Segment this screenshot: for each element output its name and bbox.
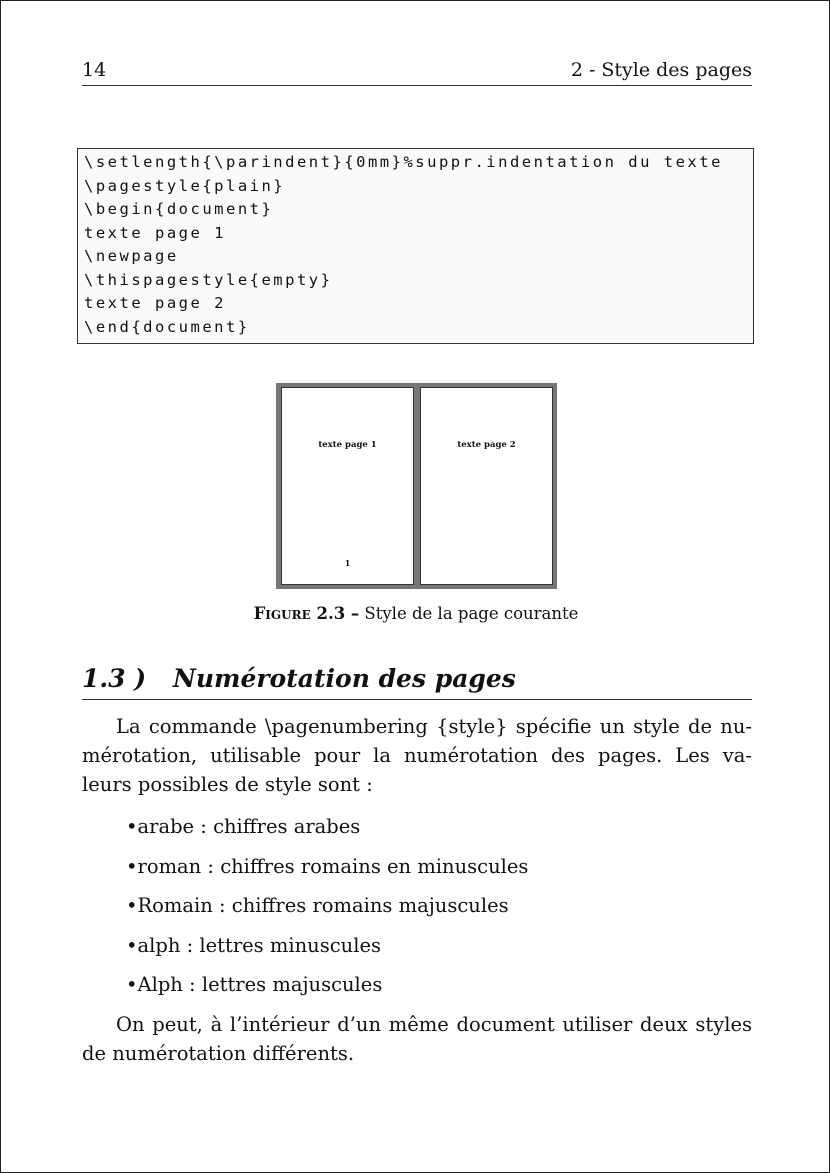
code-line: \pagestyle{plain} bbox=[84, 176, 286, 195]
list-item: •Alph : lettres majuscules bbox=[126, 973, 383, 996]
list-item: •roman : chiffres romains en minuscules bbox=[126, 854, 529, 878]
list-item: •alph : lettres minuscules bbox=[126, 933, 382, 957]
code-line: texte page 2 bbox=[84, 294, 226, 312]
code-line: \thispagestyle{empty} bbox=[84, 270, 333, 289]
thumbnail-text: texte page 2 bbox=[457, 440, 516, 450]
text-line: mérotation, utilisable pour la numérotation des pages. Les va- bbox=[82, 744, 752, 767]
paragraph bbox=[82, 712, 752, 799]
text-line: On peut, à l’intérieur d’un même document utiliser deux styles bbox=[116, 1013, 752, 1036]
paragraph bbox=[82, 1010, 752, 1068]
caption-text: Style de la page courante bbox=[364, 604, 579, 623]
code-listing bbox=[77, 148, 754, 344]
list-item: •arabe : chiffres arabes bbox=[126, 815, 361, 838]
code-line: texte page 1 bbox=[84, 223, 226, 242]
page-thumbnail-1 bbox=[281, 387, 414, 585]
code-line: \end{document} bbox=[84, 317, 250, 336]
section-heading bbox=[82, 664, 752, 700]
style-list bbox=[126, 812, 746, 1010]
page-thumbnail-2 bbox=[420, 387, 553, 585]
figure-caption bbox=[1, 604, 830, 623]
code-line: \setlength{\parindent}{0mm}%suppr.indentation du texte bbox=[84, 153, 723, 171]
code-line: \newpage bbox=[84, 247, 179, 265]
caption-label: Figure 2.3 – bbox=[253, 604, 360, 623]
code-line: \begin{document} bbox=[84, 200, 274, 218]
figure-page-preview bbox=[276, 383, 557, 589]
list-item: •Romain : chiffres romains majuscules bbox=[126, 894, 509, 917]
text-line: de numérotation différents. bbox=[82, 1042, 355, 1065]
thumbnail-page-number: 1 bbox=[344, 558, 351, 568]
thumbnail-text: texte page 1 bbox=[318, 440, 377, 450]
text-line: La commande \pagenumbering {style} spécifie un style de nu- bbox=[116, 715, 752, 738]
page-number: 14 bbox=[82, 59, 107, 81]
chapter-title: 2 - Style des pages bbox=[570, 59, 752, 81]
section-number: 1.3 ) bbox=[82, 664, 147, 693]
section-title: Numérotation des pages bbox=[173, 664, 516, 693]
running-header bbox=[82, 57, 752, 86]
text-line: leurs possibles de style sont : bbox=[82, 773, 373, 796]
